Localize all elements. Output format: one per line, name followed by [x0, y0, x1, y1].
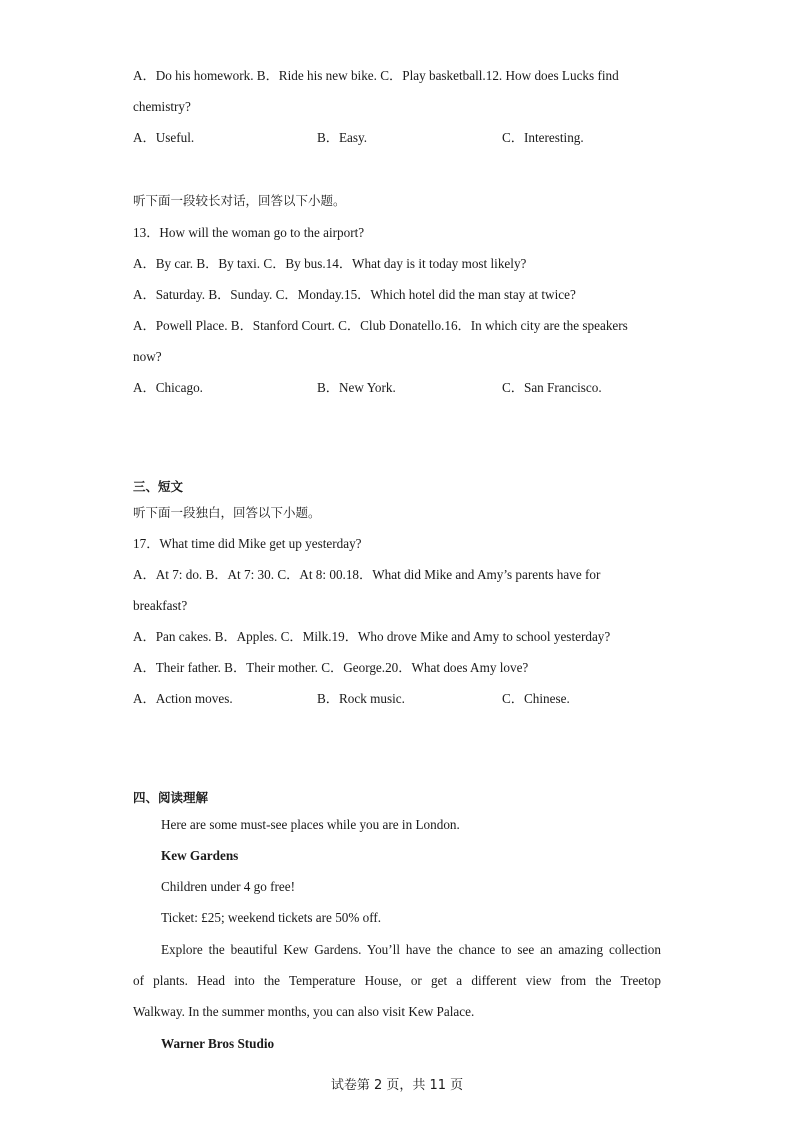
reading-paragraph-line: Explore the beautiful Kew Gardens. You’ll have the chance to see an amazing collection — [161, 942, 661, 957]
reading-intro: Here are some must-see places while you are in London. — [161, 817, 460, 832]
question-16-option-c: C．San Francisco. — [502, 380, 602, 395]
question-17-options: A．At 7: do. B．At 7: 30. C．At 8: 00.18．What did Mike and Amy’s parents have for — [133, 567, 601, 582]
question-15-options: A．Powell Place. B．Stanford Court. C．Club Donatello.16．In which city are the speakers — [133, 318, 628, 333]
question-11-options: A．Do his homework. B．Ride his new bike. C．Play basketball.12. How does Lucks find — [133, 68, 619, 83]
question-13-options: A．By car. B．By taxi. C．By bus.14．What day is it today most likely? — [133, 256, 527, 271]
reading-line: Ticket: £25; weekend tickets are 50% off. — [161, 910, 382, 925]
question-14-options: A．Saturday. B．Sunday. C．Monday.15．Which hotel did the man stay at twice? — [133, 287, 576, 302]
question-13-text: 13．How will the woman go to the airport? — [133, 225, 365, 240]
reading-heading-kew-gardens: Kew Gardens — [161, 848, 239, 863]
question-12-option-a: A．Useful. — [133, 130, 195, 145]
dialogue-instruction: 听下面一段较长对话，回答以下小题。 — [133, 193, 346, 208]
reading-paragraph-line: Walkway. In the summer months, you can also visit Kew Palace. — [133, 1004, 475, 1019]
page-footer: 试卷第 2 页，共 11 页 — [330, 1078, 464, 1093]
section-3-heading: 三、短文 — [133, 479, 184, 494]
question-20-option-b: B．Rock music. — [317, 691, 405, 706]
monologue-instruction: 听下面一段独白，回答以下小题。 — [133, 505, 321, 520]
reading-paragraph-line: of plants. Head into the Temperature House, or get a different view from the Treetop — [133, 973, 661, 988]
question-17-text: 17．What time did Mike get up yesterday? — [133, 536, 362, 551]
question-12-text: chemistry? — [133, 99, 191, 114]
question-12-option-c: C．Interesting. — [502, 130, 584, 145]
question-20-option-a: A．Action moves. — [133, 691, 233, 706]
question-16-option-b: B．New York. — [317, 380, 396, 395]
reading-heading-warner-bros: Warner Bros Studio — [161, 1036, 275, 1051]
question-16-option-a: A．Chicago. — [133, 380, 203, 395]
question-20-option-c: C．Chinese. — [502, 691, 570, 706]
section-4-heading: 四、阅读理解 — [133, 790, 209, 805]
question-16-text: now? — [133, 349, 162, 364]
question-18-options: A．Pan cakes. B．Apples. C．Milk.19．Who drove Mike and Amy to school yesterday? — [133, 629, 611, 644]
question-12-option-b: B．Easy. — [317, 130, 368, 145]
question-19-options: A．Their father. B．Their mother. C．George.20．What does Amy love? — [133, 660, 529, 675]
question-18-text: breakfast? — [133, 598, 188, 613]
reading-line: Children under 4 go free! — [161, 879, 296, 894]
